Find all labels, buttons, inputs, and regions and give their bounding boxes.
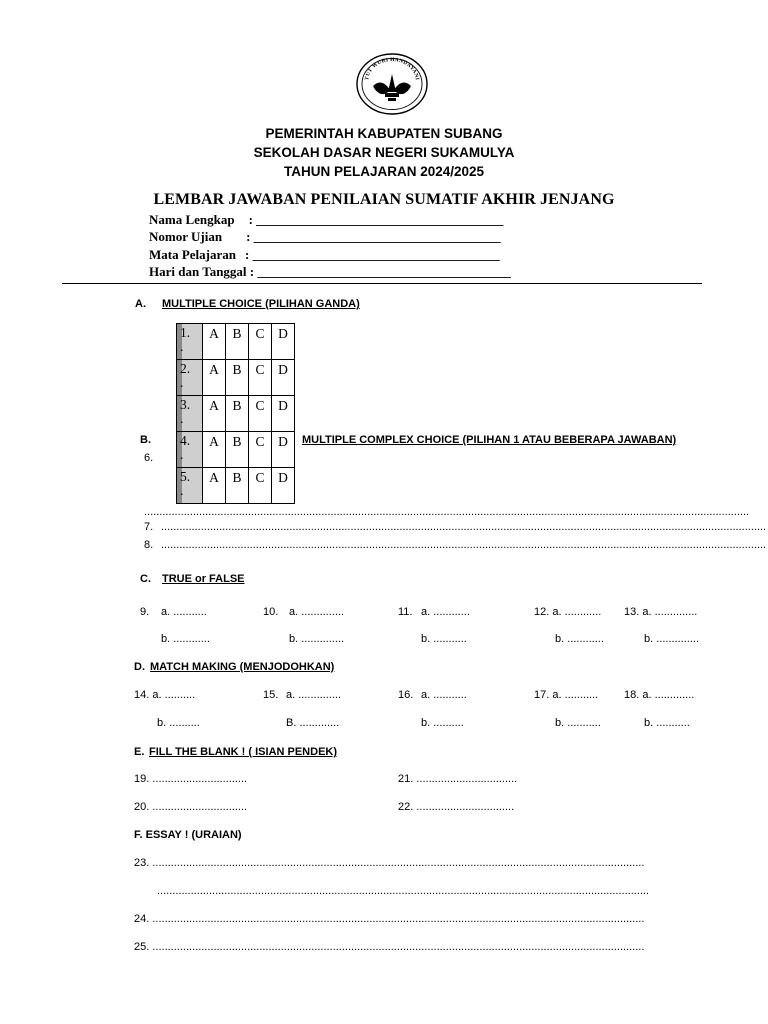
tf-answer[interactable]: a. .............. (289, 606, 345, 618)
essay-24-line[interactable]: 24. ................................................................................................................................................................. (134, 913, 645, 925)
date-label: Hari dan Tanggal (149, 264, 247, 279)
government-heading: PEMERINTAH KABUPATEN SUBANG (265, 126, 503, 141)
header-divider (62, 283, 702, 284)
tf-answer[interactable]: b. ........... (421, 633, 467, 645)
match-answer[interactable]: B. ............. (286, 717, 340, 729)
match-answer[interactable]: b. ........... (644, 717, 690, 729)
question-number: 1. . (177, 324, 203, 360)
tf-answer[interactable]: b. ............ (161, 633, 210, 645)
option-b[interactable]: B (226, 396, 249, 432)
option-a[interactable]: A (203, 324, 226, 360)
match-item-number: 15. (263, 689, 279, 701)
fill-blank-19[interactable]: 19. ............................... (134, 773, 248, 785)
section-f-title: F. ESSAY ! (URAIAN) (134, 829, 242, 841)
section-d-letter: D. (134, 661, 145, 673)
exam-number-field[interactable]: Nomor Ujian : ______________________________________ (149, 229, 501, 244)
option-b[interactable]: B (226, 432, 249, 468)
match-answer[interactable]: b. .......... (157, 717, 200, 729)
item-8-number: 8. (144, 539, 154, 551)
section-c-title: TRUE or FALSE (162, 573, 245, 585)
subject-label: Mata Pelajaran (149, 247, 237, 262)
essay-25-line[interactable]: 25. ................................................................................................................................................................. (134, 941, 645, 953)
option-a[interactable]: A (203, 360, 226, 396)
tf-item-number: 11. (398, 606, 413, 618)
item-7-number: 7. (144, 521, 154, 533)
section-a-title: MULTIPLE CHOICE (PILIHAN GANDA) (162, 298, 360, 310)
table-row (177, 468, 295, 504)
tf-answer[interactable]: a. ........... (161, 606, 207, 618)
match-item-number: 16. (398, 689, 414, 701)
section-b-letter: B. (140, 434, 151, 446)
fill-blank-22[interactable]: 22. ................................ (398, 801, 515, 813)
tf-item-number: 9. (140, 606, 150, 618)
section-e-title: FILL THE BLANK ! ( ISIAN PENDEK) (149, 746, 338, 758)
option-d[interactable]: D (272, 396, 295, 432)
date-field[interactable]: Hari dan Tanggal : _______________________________________ (149, 264, 511, 279)
question-number: 5. . (177, 468, 203, 504)
multiple-choice-grid (176, 323, 295, 504)
essay-23-line-1[interactable]: 23. ................................................................................................................................................................. (134, 857, 645, 869)
option-a[interactable]: A (203, 432, 226, 468)
option-a[interactable]: A (203, 396, 226, 432)
section-b-title: MULTIPLE COMPLEX CHOICE (PILIHAN 1 ATAU BEBERAPA JAWABAN) (302, 434, 677, 446)
question-number: 3. . (177, 396, 203, 432)
option-c[interactable]: C (249, 324, 272, 360)
option-c[interactable]: C (249, 468, 272, 504)
match-answer[interactable]: b. .......... (421, 717, 464, 729)
name-blank: ______________________________________ (256, 212, 504, 227)
match-answer[interactable]: a. ........... (421, 689, 467, 701)
section-e-letter: E. (134, 746, 145, 758)
option-c[interactable]: C (249, 396, 272, 432)
tf-answer[interactable]: 13. a. .............. (624, 606, 698, 618)
match-answer[interactable]: 17. a. ........... (534, 689, 599, 701)
question-number: 4. . (177, 432, 203, 468)
subject-blank: ______________________________________ (252, 247, 500, 262)
match-answer[interactable]: a. .............. (286, 689, 342, 701)
option-c[interactable]: C (249, 432, 272, 468)
option-c[interactable]: C (249, 360, 272, 396)
match-answer[interactable]: 18. a. ............. (624, 689, 695, 701)
fill-blank-21[interactable]: 21. ................................. (398, 773, 518, 785)
tf-answer[interactable]: 12. a. ............ (534, 606, 602, 618)
option-d[interactable]: D (272, 432, 295, 468)
table-row (177, 432, 295, 468)
match-answer[interactable]: 14. a. .......... (134, 689, 196, 701)
option-b[interactable]: B (226, 360, 249, 396)
date-blank: _______________________________________ (257, 264, 511, 279)
tf-answer[interactable]: a. ............ (421, 606, 470, 618)
item-6-answer-line[interactable]: ...................................................................................................................................................................................................... (144, 506, 750, 518)
option-d[interactable]: D (272, 324, 295, 360)
tut-wuri-handayani-logo (355, 52, 429, 116)
item-8-answer-line[interactable]: ...................................................................................................................................................................................................... (161, 539, 767, 551)
item-6-number: 6. (144, 452, 154, 464)
section-a-letter: A. (135, 298, 146, 310)
option-b[interactable]: B (226, 324, 249, 360)
option-d[interactable]: D (272, 468, 295, 504)
subject-field[interactable]: Mata Pelajaran : ______________________________________ (149, 247, 500, 262)
document-title: LEMBAR JAWABAN PENILAIAN SUMATIF AKHIR JENJANG (153, 191, 615, 208)
table-row (177, 396, 295, 432)
exam-number-blank: ______________________________________ (253, 229, 501, 244)
match-answer[interactable]: b. ........... (555, 717, 601, 729)
school-heading: SEKOLAH DASAR NEGERI SUKAMULYA (253, 145, 515, 160)
question-number: 2. . (177, 360, 203, 396)
section-c-letter: C. (140, 573, 151, 585)
option-a[interactable]: A (203, 468, 226, 504)
fill-blank-20[interactable]: 20. ............................... (134, 801, 248, 813)
section-d-title: MATCH MAKING (MENJODOHKAN) (150, 661, 335, 673)
option-d[interactable]: D (272, 360, 295, 396)
svg-text:TUT WURI HANDAYANI: TUT WURI HANDAYANI (364, 56, 420, 81)
tf-answer[interactable]: b. .............. (289, 633, 345, 645)
tf-answer[interactable]: b. .............. (644, 633, 700, 645)
name-label: Nama Lengkap (149, 212, 235, 227)
option-b[interactable]: B (226, 468, 249, 504)
table-row (177, 324, 295, 360)
exam-number-label: Nomor Ujian (149, 229, 223, 244)
essay-23-line-2[interactable]: ................................................................................................................................................................. (157, 885, 650, 897)
item-7-answer-line[interactable]: ...................................................................................................................................................................................................... (161, 521, 767, 533)
tf-answer[interactable]: b. ............ (555, 633, 604, 645)
name-field[interactable]: Nama Lengkap : ______________________________________ (149, 212, 504, 227)
tf-item-number: 10. (263, 606, 279, 618)
academic-year-heading: TAHUN PELAJARAN 2024/2025 (283, 164, 485, 179)
table-row (177, 360, 295, 396)
